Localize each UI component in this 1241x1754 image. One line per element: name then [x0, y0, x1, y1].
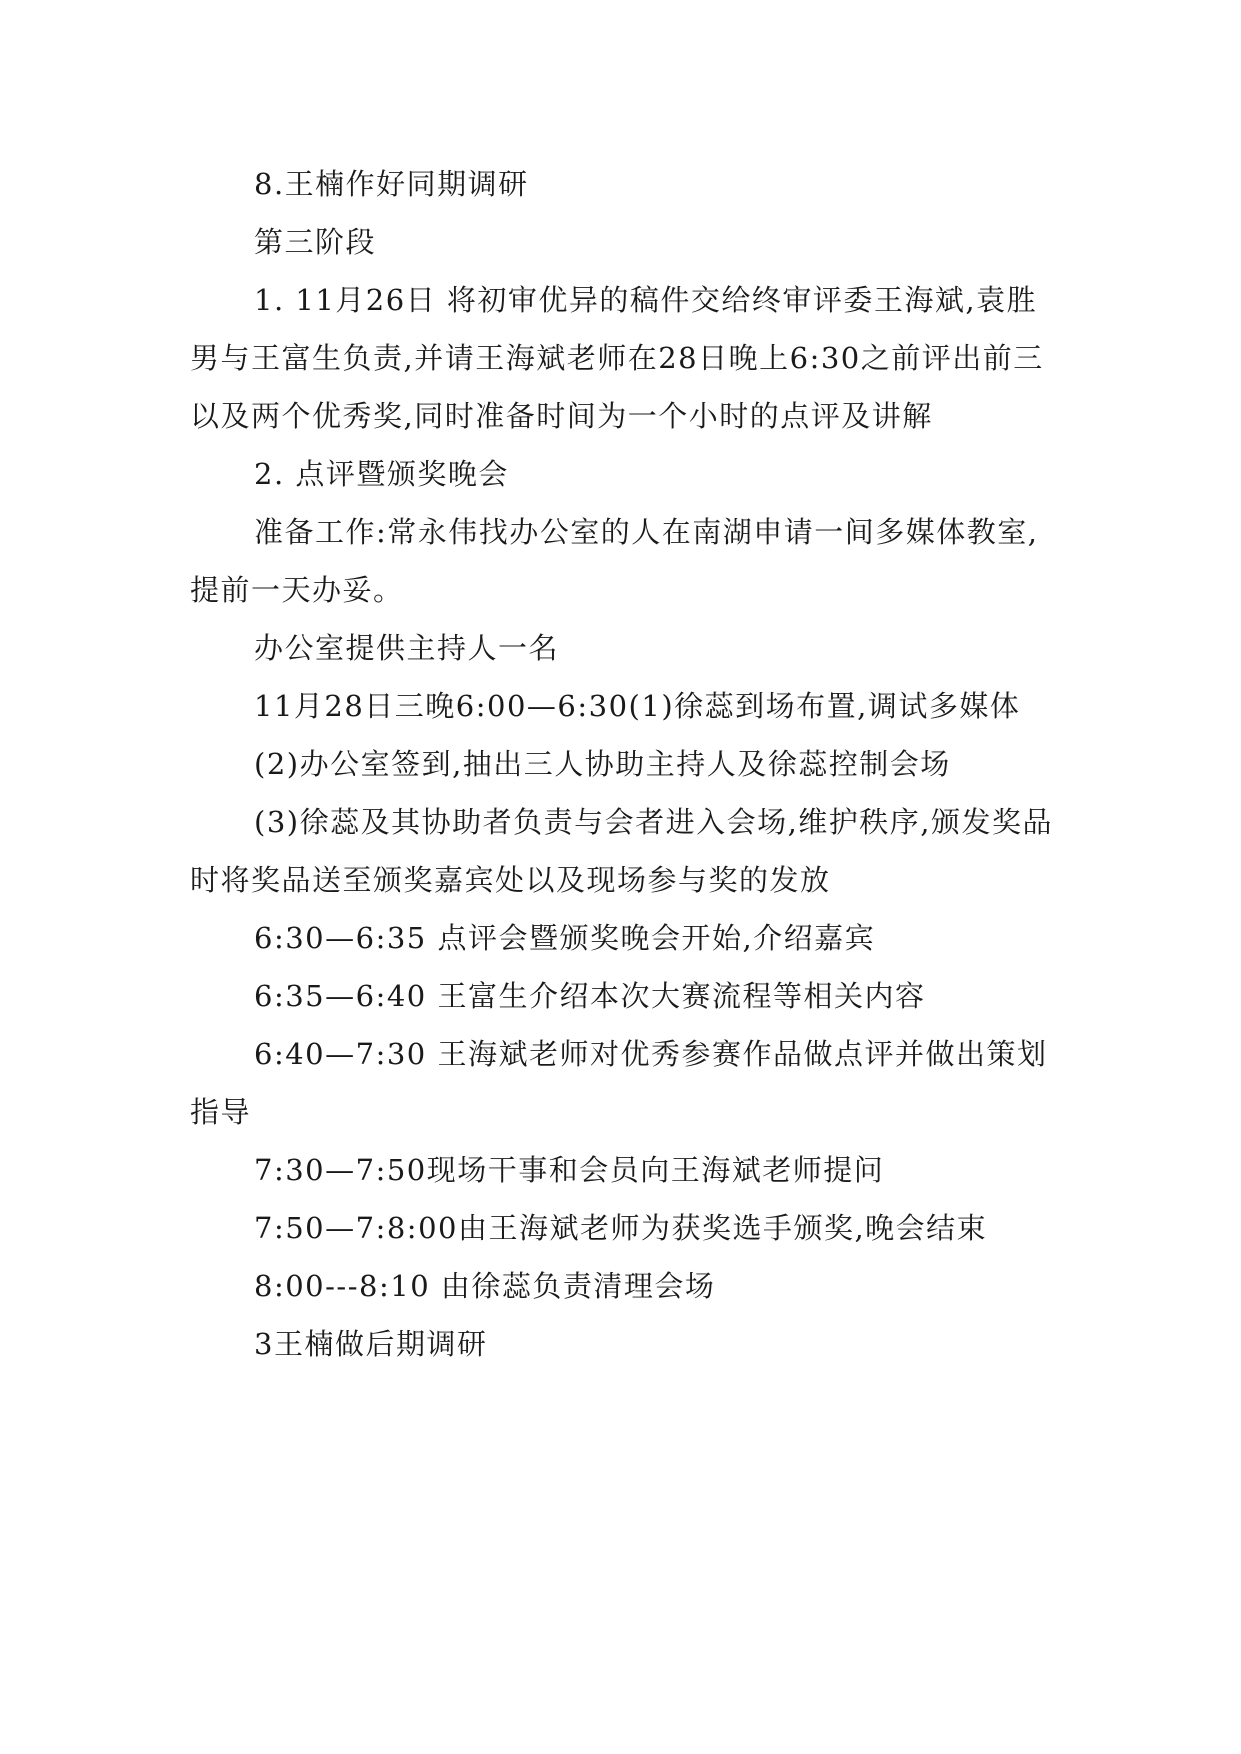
- paragraph-stage-three: 第三阶段: [254, 225, 377, 259]
- paragraph-research-period: 8.王楠作好同期调研: [254, 167, 529, 201]
- paragraph-schedule-awards: 7:50—7:8:00由王海斌老师为获奖选手颁奖,晚会结束: [254, 1211, 988, 1245]
- paragraph-schedule-intro: 6:35—6:40 王富生介绍本次大赛流程等相关内容: [254, 979, 926, 1013]
- paragraph-host: 办公室提供主持人一名: [254, 631, 560, 665]
- paragraph-schedule-setup: 11月28日三晚6:00—6:30(1)徐蕊到场布置,调试多媒体: [254, 689, 1021, 723]
- paragraph-preparation: 准备工作:常永伟找办公室的人在南湖申请一间多媒体教室,提前一天办妥。: [190, 515, 1039, 607]
- paragraph-schedule-opening: 6:30—6:35 点评会暨颁奖晚会开始,介绍嘉宾: [254, 921, 876, 955]
- paragraph-item-2: 2. 点评暨颁奖晚会: [254, 457, 509, 491]
- paragraph-follow-up-research: 3王楠做后期调研: [254, 1327, 488, 1361]
- paragraph-sign-in: (2)办公室签到,抽出三人协助主持人及徐蕊控制会场: [254, 747, 951, 781]
- paragraph-schedule-qa: 7:30—7:50现场干事和会员向王海斌老师提问: [254, 1153, 885, 1187]
- paragraph-schedule-review: 6:40—7:30 王海斌老师对优秀参赛作品做点评并做出策划指导: [190, 1037, 1048, 1129]
- document-body: [190, 155, 1055, 1373]
- paragraph-item-1: 1. 11月26日 将初审优异的稿件交给终审评委王海斌,袁胜男与王富生负责,并请王海斌老师在28日晚上6:30之前评出前三以及两个优秀奖,同时准备时间为一个小时的点评及讲解: [190, 283, 1044, 433]
- paragraph-order: (3)徐蕊及其协助者负责与会者进入会场,维护秩序,颁发奖品时将奖品送至颁奖嘉宾处以及现场参与奖的发放: [190, 805, 1054, 897]
- paragraph-schedule-cleanup: 8:00---8:10 由徐蕊负责清理会场: [254, 1269, 716, 1303]
